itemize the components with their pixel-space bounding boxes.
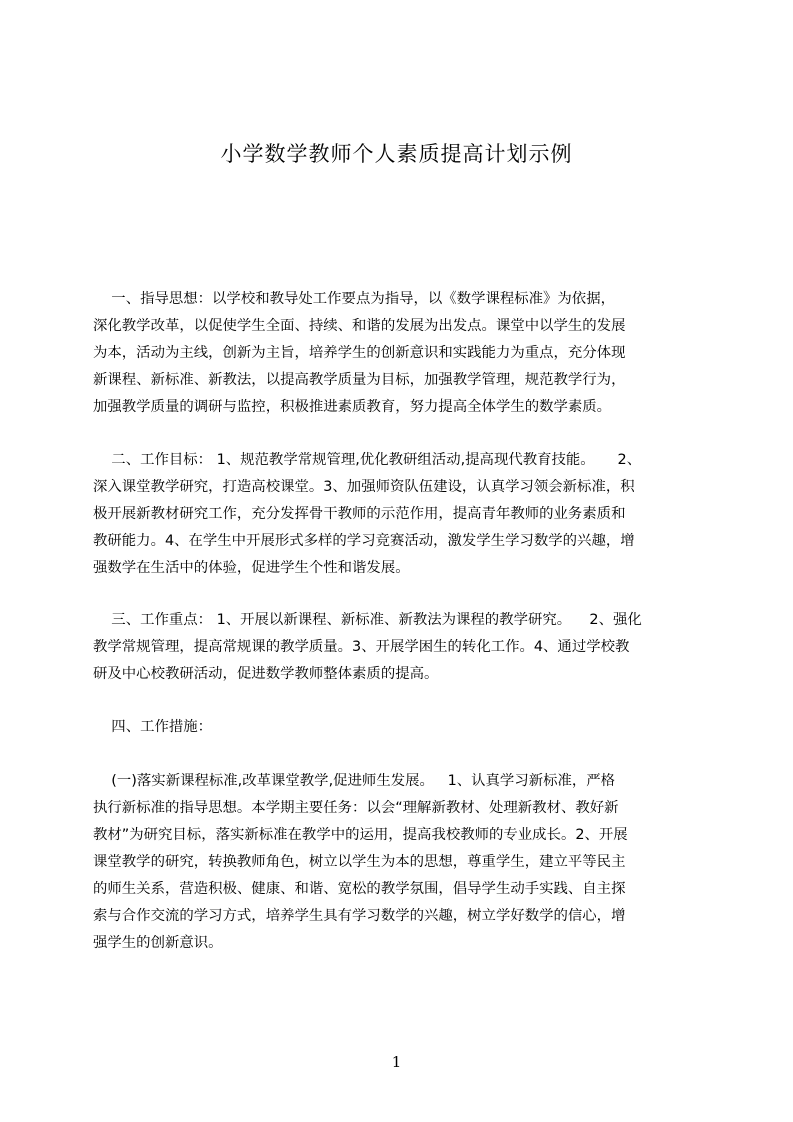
text-line: 课堂教学的研究，转换教师角色，树立以学生为本的思想，尊重学生，建立平等民主 [93,854,626,870]
text-line: 二、工作目标： 1、规范教学常规管理,优化教研组活动,提高现代教育技能。 2、 [93,452,642,468]
document-title: 小学数学教师个人素质提高计划示例 [220,142,573,166]
section-work-measures-heading [93,714,701,741]
text-line: 新课程、新标准、新教法，以提高教学质量为目标，加强教学管理，规范教学行为， [93,372,626,388]
text-line: 加强教学质量的调研与监控，积极推进素质教育，努力提高全体学生的数学素质。 [93,399,612,415]
text-line: 索与合作交流的学习方式，培养学生具有学习数学的兴趣，树立学好数学的信心，增 [93,908,626,924]
text-line: 执行新标准的指导思想。本学期主要任务：以会“理解新教材、处理新教材、教好新 [93,800,619,816]
section-work-goals [93,447,701,582]
text-line: 四、工作措施： [93,719,213,735]
text-line: 为本，活动为主线，创新为主旨，培养学生的创新意识和实践能力为重点，充分体现 [93,345,626,361]
text-line: 研及中心校教研活动，促进数学教师整体素质的提高。 [93,666,439,682]
text-line: 强学生的创新意识。 [93,935,223,951]
text-line: 教学常规管理，提高常规课的教学质量。3、开展学困生的转化工作。4、通过学校教 [93,639,630,655]
text-line: 强数学在生活中的体验，促进学生个性和谐发展。 [93,560,410,576]
text-line: 教材”为研究目标，落实新标准在教学中的运用，提高我校教师的专业成长。2、开展 [93,827,628,843]
section-work-focus [93,607,701,688]
text-line: (一)落实新课程标准,改革课堂教学,促进师生发展。 1、认真学习新标准，严格 [93,773,616,789]
text-line: 深化教学改革，以促使学生全面、持续、和谐的发展为出发点。课堂中以学生的发展 [93,318,626,334]
page-number: 1 [391,1053,402,1071]
section-guiding-ideology [93,286,701,421]
text-line: 一、指导思想：以学校和教导处工作要点为指导，以《数学课程标准》为依据， [93,291,615,307]
text-line: 的师生关系，营造积极、健康、和谐、宽松的教学氛围，倡导学生动手实践、自主探 [93,881,626,897]
text-line: 三、工作重点： 1、开展以新课程、新标准、新教法为课程的教学研究。 2、强化 [93,612,642,628]
text-line: 教研能力。4、在学生中开展形式多样的学习竞赛活动，激发学生学习数学的兴趣，增 [93,533,635,549]
text-line: 极开展新教材研究工作，充分发挥骨干教师的示范作用，提高青年教师的业务素质和 [93,506,626,522]
text-line: 深入课堂教学研究，打造高校课堂。3、加强师资队伍建设，认真学习领会新标准，积 [93,479,635,495]
section-measure-one [93,768,701,957]
